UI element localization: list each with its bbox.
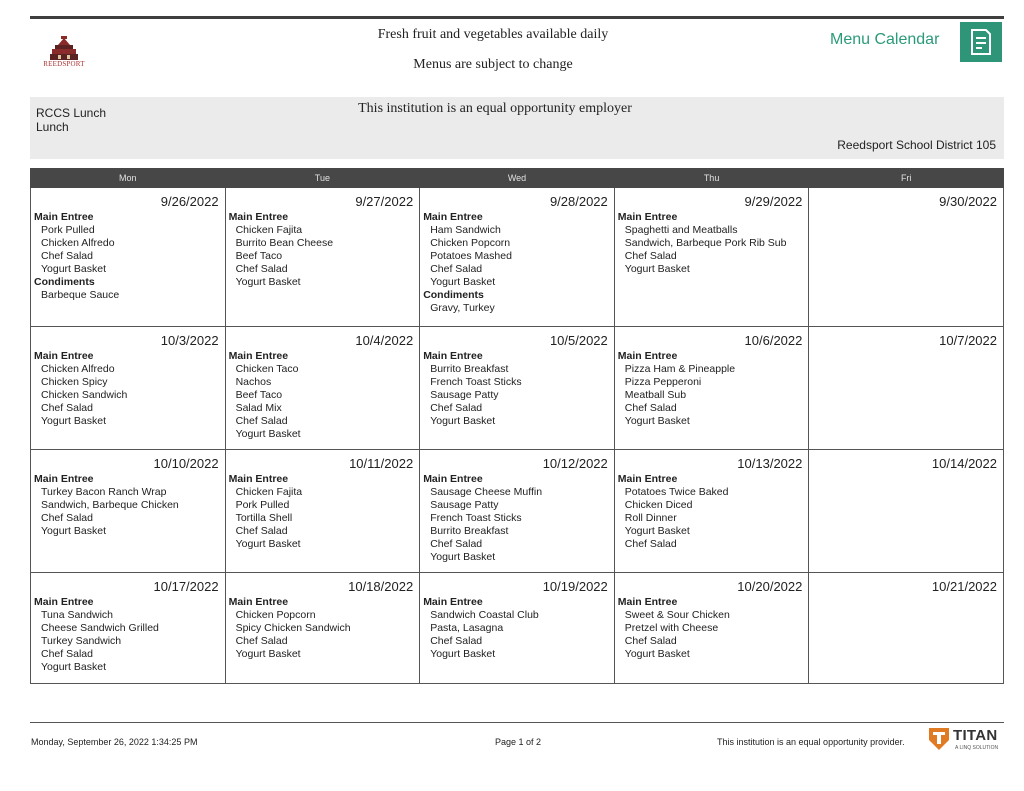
menu-item: French Toast Sticks bbox=[430, 376, 522, 388]
menu-item: Cheese Sandwich Grilled bbox=[41, 622, 159, 634]
menu-category: Main Entree bbox=[34, 211, 94, 223]
menu-item: Potatoes Twice Baked bbox=[624, 486, 729, 498]
menu-category: Main Entree bbox=[617, 211, 678, 223]
menu-item: Chef Salad bbox=[41, 512, 93, 524]
menu-item: Nachos bbox=[235, 376, 272, 388]
menu-item: Sweet & Sour Chicken bbox=[624, 609, 730, 621]
day-cell bbox=[31, 327, 226, 450]
district-name: Reedsport School District 105 bbox=[837, 138, 996, 152]
menu-item: Roll Dinner bbox=[624, 512, 677, 524]
day-cell bbox=[809, 188, 1004, 327]
menu-item: Pork Pulled bbox=[235, 499, 290, 511]
menu-item: Chef Salad bbox=[235, 525, 288, 537]
day-date: 10/20/2022 bbox=[737, 579, 803, 594]
menu-item: Yogurt Basket bbox=[235, 428, 301, 440]
day-cell bbox=[420, 573, 615, 684]
day-cell bbox=[809, 573, 1004, 684]
day-header-wed: Wed bbox=[420, 169, 615, 188]
menu-item: Chicken Popcorn bbox=[430, 237, 511, 249]
day-date: 10/10/2022 bbox=[153, 456, 219, 471]
menu-category: Main Entree bbox=[423, 596, 483, 608]
menu-item: Chicken Fajita bbox=[235, 224, 303, 236]
day-cell-content bbox=[226, 188, 420, 289]
menu-category: Main Entree bbox=[228, 473, 289, 485]
menu-category: Main Entree bbox=[34, 473, 94, 485]
titan-logo-icon bbox=[928, 727, 950, 751]
day-cell-content bbox=[31, 573, 225, 674]
day-cell-content bbox=[31, 327, 225, 428]
menu-category: Main Entree bbox=[423, 350, 483, 362]
day-cell-content bbox=[226, 573, 420, 661]
menu-item: Chicken Diced bbox=[624, 499, 693, 511]
menu-item: Chef Salad bbox=[624, 635, 677, 647]
menu-item: Pizza Ham & Pineapple bbox=[624, 363, 736, 375]
day-date: 9/27/2022 bbox=[355, 194, 414, 209]
menu-item: Chef Salad bbox=[41, 402, 93, 414]
day-cell bbox=[420, 327, 615, 450]
menu-item: Tuna Sandwich bbox=[41, 609, 113, 621]
menu-item: Turkey Sandwich bbox=[41, 635, 122, 647]
menu-item: Chef Salad bbox=[41, 250, 93, 262]
day-cell bbox=[31, 450, 226, 573]
day-date: 10/18/2022 bbox=[348, 579, 414, 594]
day-cell bbox=[614, 327, 809, 450]
menu-item: Spaghetti and Meatballs bbox=[624, 224, 738, 236]
day-date: 9/30/2022 bbox=[939, 194, 997, 209]
day-cell bbox=[614, 573, 809, 684]
menu-item: Sandwich, Barbeque Pork Rib Sub bbox=[624, 237, 787, 249]
day-header-fri: Fri bbox=[809, 169, 1004, 188]
logo-text: REEDSPORT bbox=[43, 60, 85, 68]
notice-fresh-fruit: Fresh fruit and vegetables available daily bbox=[377, 27, 609, 42]
day-cell bbox=[614, 450, 809, 573]
menu-item: Spicy Chicken Sandwich bbox=[235, 622, 351, 634]
day-date: 10/7/2022 bbox=[939, 333, 997, 348]
menu-item: Yogurt Basket bbox=[624, 415, 690, 427]
day-cell-content bbox=[615, 573, 809, 661]
day-cell-content bbox=[420, 450, 614, 564]
day-cell-content bbox=[615, 327, 809, 428]
day-cell-content bbox=[226, 327, 420, 441]
menu-item: Pizza Pepperoni bbox=[624, 376, 702, 388]
day-header-mon: Mon bbox=[31, 169, 226, 188]
menu-category: Main Entree bbox=[423, 211, 483, 223]
day-date: 10/6/2022 bbox=[744, 333, 803, 348]
menu-item: Yogurt Basket bbox=[430, 551, 496, 563]
day-cell bbox=[225, 450, 420, 573]
menu-item: Chef Salad bbox=[624, 250, 677, 262]
day-cell bbox=[225, 573, 420, 684]
day-cell-content bbox=[420, 188, 614, 315]
day-cell bbox=[31, 573, 226, 684]
menu-item: Chef Salad bbox=[430, 635, 483, 647]
menu-item: Pork Pulled bbox=[41, 224, 95, 236]
menu-item: Chicken Alfredo bbox=[41, 237, 115, 249]
day-cell bbox=[809, 327, 1004, 450]
day-cell-content bbox=[809, 327, 1003, 350]
day-date: 10/14/2022 bbox=[931, 456, 997, 471]
menu-category: Condiments bbox=[34, 276, 95, 288]
printed-timestamp: Monday, September 26, 2022 1:34:25 PM bbox=[31, 737, 198, 747]
menu-category: Main Entree bbox=[617, 473, 678, 485]
menu-category: Main Entree bbox=[228, 211, 289, 223]
day-cell-content bbox=[615, 188, 809, 276]
menu-item: Chef Salad bbox=[41, 648, 93, 660]
menu-item: Chicken Taco bbox=[235, 363, 299, 375]
menu-category: Main Entree bbox=[228, 350, 289, 362]
menu-item: Sandwich Coastal Club bbox=[430, 609, 539, 621]
menu-item: Salad Mix bbox=[235, 402, 282, 414]
day-header-tue: Tue bbox=[225, 169, 420, 188]
menu-item: Chef Salad bbox=[235, 263, 288, 275]
calendar-week-row bbox=[31, 450, 1004, 573]
menu-item: Beef Taco bbox=[235, 250, 283, 262]
menu-item: Yogurt Basket bbox=[235, 276, 301, 288]
menu-item: Turkey Bacon Ranch Wrap bbox=[41, 486, 167, 498]
menu-item: Yogurt Basket bbox=[41, 661, 106, 673]
menu-item: Yogurt Basket bbox=[624, 525, 690, 537]
school-name bbox=[36, 106, 106, 134]
menu-item: Potatoes Mashed bbox=[430, 250, 512, 262]
menu-item: Burrito Breakfast bbox=[430, 363, 509, 375]
menu-item: Yogurt Basket bbox=[430, 276, 496, 288]
menu-item: Chef Salad bbox=[235, 635, 288, 647]
menu-item: Chef Salad bbox=[430, 263, 483, 275]
menu-item: Yogurt Basket bbox=[235, 648, 301, 660]
calendar-week-row bbox=[31, 188, 1004, 327]
menu-item: Chicken Alfredo bbox=[41, 363, 115, 375]
equal-opportunity-employer: This institution is an equal opportunity employer bbox=[358, 101, 632, 116]
day-date: 10/5/2022 bbox=[549, 333, 608, 348]
menu-category: Condiments bbox=[423, 289, 484, 301]
menu-item: Pasta, Lasagna bbox=[430, 622, 504, 634]
weekday-header bbox=[31, 169, 1004, 188]
menu-item: Chef Salad bbox=[235, 415, 288, 427]
menu-category: Main Entree bbox=[34, 596, 94, 608]
menu-item: Sausage Cheese Muffin bbox=[430, 486, 543, 498]
day-cell-content bbox=[420, 327, 614, 428]
menu-item: Yogurt Basket bbox=[41, 263, 106, 275]
day-cell bbox=[225, 188, 420, 327]
menu-calendar-table bbox=[30, 168, 1004, 684]
menu-item: Yogurt Basket bbox=[235, 538, 301, 550]
day-date: 10/21/2022 bbox=[931, 579, 997, 594]
menu-item: Sausage Patty bbox=[430, 499, 499, 511]
day-date: 10/19/2022 bbox=[542, 579, 608, 594]
day-date: 10/17/2022 bbox=[153, 579, 219, 594]
footer-rule bbox=[30, 722, 1004, 723]
menu-item: Chef Salad bbox=[624, 538, 677, 550]
menu-category: Main Entree bbox=[617, 350, 678, 362]
day-cell bbox=[225, 327, 420, 450]
menu-item: Sandwich, Barbeque Chicken bbox=[41, 499, 179, 511]
day-cell-content bbox=[615, 450, 809, 551]
day-date: 9/26/2022 bbox=[160, 194, 219, 209]
menu-item: Meatball Sub bbox=[624, 389, 687, 401]
day-date: 10/11/2022 bbox=[349, 456, 414, 471]
menu-item: Chicken Spicy bbox=[41, 376, 108, 388]
day-cell-content bbox=[226, 450, 420, 551]
menu-category: Main Entree bbox=[423, 473, 483, 485]
document-icon[interactable] bbox=[960, 22, 1002, 62]
day-date: 10/12/2022 bbox=[542, 456, 608, 471]
notice-menus-change: Menus are subject to change bbox=[413, 57, 573, 72]
equal-opportunity-provider: This institution is an equal opportunity provider. bbox=[717, 737, 905, 747]
day-cell bbox=[31, 188, 226, 327]
menu-item: Chef Salad bbox=[624, 402, 677, 414]
page-number: Page 1 of 2 bbox=[495, 737, 542, 747]
day-cell bbox=[420, 188, 615, 327]
day-date: 9/28/2022 bbox=[549, 194, 608, 209]
menu-category: Main Entree bbox=[617, 596, 678, 608]
day-cell-content bbox=[809, 188, 1003, 211]
menu-item: Beef Taco bbox=[235, 389, 283, 401]
menu-item: Yogurt Basket bbox=[624, 263, 690, 275]
day-cell-content bbox=[809, 573, 1003, 596]
day-date: 10/3/2022 bbox=[160, 333, 219, 348]
menu-item: Burrito Bean Cheese bbox=[235, 237, 334, 249]
menu-item: Chicken Popcorn bbox=[235, 609, 316, 621]
day-header-thu: Thu bbox=[614, 169, 809, 188]
menu-category: Main Entree bbox=[34, 350, 94, 362]
menu-item: Chicken Sandwich bbox=[41, 389, 128, 401]
menu-calendar-title: Menu Calendar bbox=[830, 31, 940, 48]
day-cell bbox=[420, 450, 615, 573]
menu-item: Tortilla Shell bbox=[235, 512, 293, 524]
day-date: 10/4/2022 bbox=[355, 333, 414, 348]
school-line2: Lunch bbox=[36, 120, 69, 134]
menu-item: Chef Salad bbox=[430, 402, 483, 414]
menu-item: Chicken Fajita bbox=[235, 486, 303, 498]
titan-brand-sub: A LINQ SOLUTION bbox=[955, 745, 999, 751]
day-date: 10/13/2022 bbox=[737, 456, 803, 471]
menu-item: Sausage Patty bbox=[430, 389, 499, 401]
menu-item: Burrito Breakfast bbox=[430, 525, 509, 537]
day-cell bbox=[809, 450, 1004, 573]
day-cell-content bbox=[809, 450, 1003, 473]
day-cell-content bbox=[420, 573, 614, 661]
day-cell-content bbox=[31, 188, 225, 302]
menu-item: Yogurt Basket bbox=[430, 415, 496, 427]
day-cell-content bbox=[31, 450, 225, 538]
menu-item: Pretzel with Cheese bbox=[624, 622, 719, 634]
menu-category: Main Entree bbox=[228, 596, 289, 608]
day-cell bbox=[614, 188, 809, 327]
menu-item: Yogurt Basket bbox=[430, 648, 496, 660]
menu-item: Ham Sandwich bbox=[430, 224, 501, 236]
menu-item: Barbeque Sauce bbox=[41, 289, 120, 301]
menu-item: Yogurt Basket bbox=[624, 648, 690, 660]
menu-item: Gravy, Turkey bbox=[430, 302, 495, 314]
day-date: 9/29/2022 bbox=[744, 194, 803, 209]
calendar-week-row bbox=[31, 327, 1004, 450]
menu-item: Yogurt Basket bbox=[41, 525, 106, 537]
menu-item: French Toast Sticks bbox=[430, 512, 522, 524]
school-line1: RCCS Lunch bbox=[36, 106, 107, 120]
top-rule bbox=[30, 16, 1004, 19]
menu-item: Chef Salad bbox=[430, 538, 483, 550]
menu-item: Yogurt Basket bbox=[41, 415, 106, 427]
calendar-week-row bbox=[31, 573, 1004, 684]
titan-brand: TITAN bbox=[953, 727, 998, 744]
